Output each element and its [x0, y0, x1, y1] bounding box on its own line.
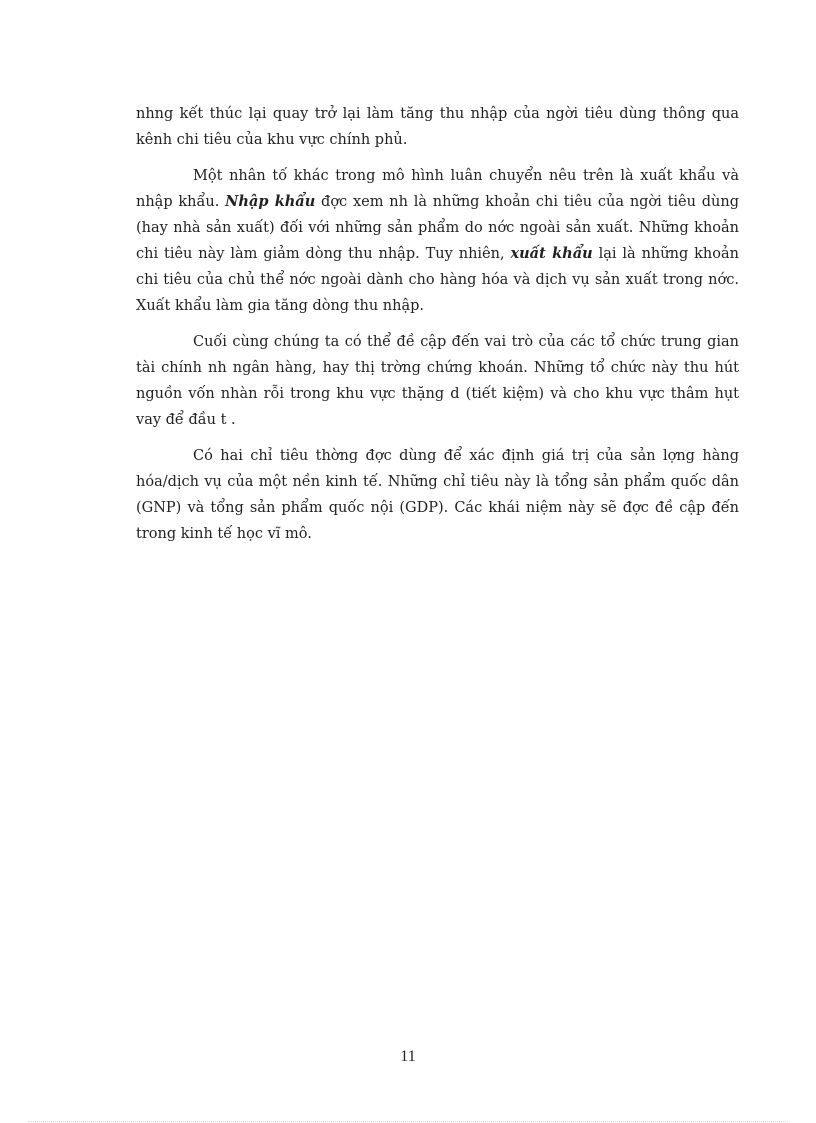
term-xuat-khau: xuất khẩu	[510, 245, 593, 262]
paragraph-1: nhng kết thúc lại quay trở lại làm tăng thu nhập của ngời tiêu dùng thông qua kênh chi tiêu của khu vực chính phủ.	[136, 106, 739, 148]
term-nhap-khau: Nhập khẩu	[225, 193, 316, 210]
paragraph-3: Cuối cùng chúng ta có thể đề cập đến vai trò của các tổ chức trung gian tài chính nh ngân hàng, hay thị trờng chứng khoán. Những tổ chức này thu hút nguồn vốn nhàn rỗi trong khu vực thặng d (tiết kiệm) và cho khu vực thâm hụt vay để đầu t .	[136, 334, 739, 428]
body-text	[136, 101, 739, 557]
paragraph-2-after: lại là những khoản chi tiêu của chủ thể nớc ngoài dành cho hàng hóa và dịch vụ sản xuất trong nớc. Xuất khẩu làm gia tăng dòng thu nhập.	[136, 246, 739, 314]
paragraph-2-middle: đợc xem nh là những khoản chi tiêu của ngời tiêu dùng (hay nhà sản xuất) đối với những sản phẩm do nớc ngoài sản xuất. Những khoản chi tiêu này làm giảm dòng thu nhập. Tuy nhiên,	[136, 194, 740, 262]
footer-divider	[28, 1121, 788, 1122]
paragraph-2-before: Một nhân tố khác trong mô hình luân chuyển nêu trên là xuất khẩu và nhập khẩu.	[136, 168, 739, 210]
paragraph-4: Có hai chỉ tiêu thờng đợc dùng để xác định giá trị của sản lợng hàng hóa/dịch vụ của một nền kinh tế. Những chỉ tiêu này là tổng sản phẩm quốc dân (GNP) và tổng sản phẩm quốc nội (GDP). Các khái niệm này sẽ đợc đề cập đến trong kinh tế học vĩ mô.	[136, 448, 739, 542]
page-number: 11	[400, 1048, 416, 1065]
paragraph-2	[136, 163, 739, 319]
